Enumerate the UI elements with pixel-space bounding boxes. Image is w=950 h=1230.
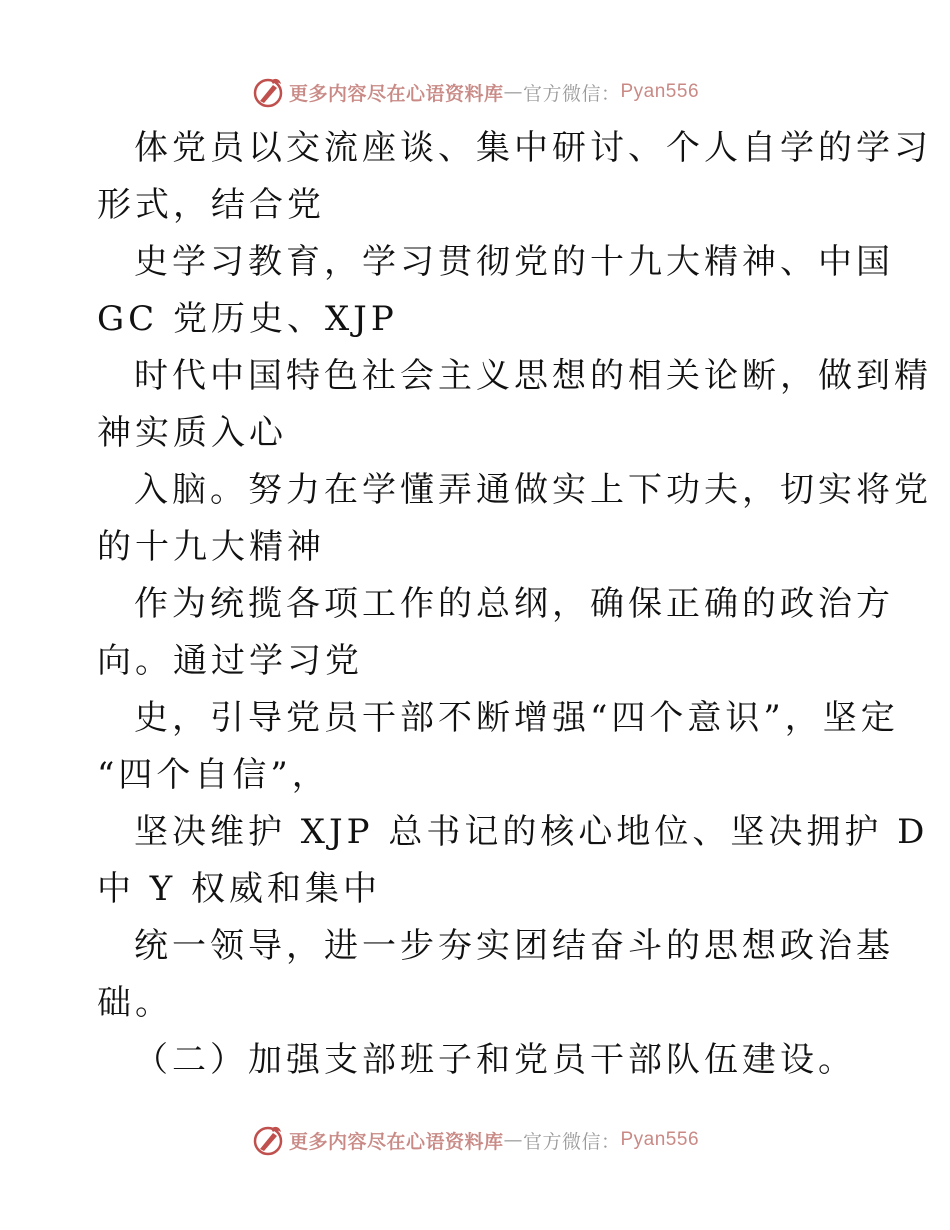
text-line: 神实质入心 — [97, 413, 287, 453]
text-line: 统一领导，进一步夯实团结奋斗的思想政治基 — [134, 926, 894, 966]
text-line: 史，引导党员干部不断增强“四个意识”，坚定 — [134, 698, 899, 738]
text-line: 体党员以交流座谈、集中研讨、个人自学的学习 — [134, 128, 932, 168]
banner-separator: — — [503, 1129, 523, 1151]
text-line: 史学习教育，学习贯彻党的十九大精神、中国 — [134, 242, 894, 282]
flame-pen-logo-icon — [251, 75, 285, 109]
text-line: 入脑。努力在学懂弄通做实上下功夫，切实将党 — [134, 470, 932, 510]
banner-wechat-label: 官方微信： — [522, 1130, 621, 1153]
banner-separator: — — [503, 81, 523, 103]
banner-main-text: 更多内容尽在心语资料库 — [288, 1130, 504, 1153]
text-line: 础。 — [97, 983, 173, 1023]
footer-watermark-banner — [0, 1120, 950, 1160]
text-line: “四个自信”， — [97, 755, 330, 795]
section-heading: （二）加强支部班子和党员干部队伍建设。 — [134, 1040, 856, 1080]
text-line: 形式，结合党 — [97, 185, 325, 225]
text-line: 时代中国特色社会主义思想的相关论断，做到精 — [134, 356, 932, 396]
text-line: 的十九大精神 — [97, 527, 325, 567]
text-line: GC 党历史、XJP — [97, 299, 398, 339]
banner-main-text: 更多内容尽在心语资料库 — [288, 82, 504, 105]
text-line: 中 Y 权威和集中 — [97, 869, 382, 909]
text-line: 坚决维护 XJP 总书记的核心地位、坚决拥护 D — [134, 812, 929, 852]
flame-pen-logo-icon — [251, 1123, 285, 1157]
banner-wechat-label: 官方微信： — [522, 82, 621, 105]
text-line: 向。通过学习党 — [97, 641, 363, 681]
banner-wechat-id: Pyan556 — [620, 81, 700, 102]
header-watermark-banner — [0, 72, 950, 112]
text-line: 作为统揽各项工作的总纲，确保正确的政治方 — [134, 584, 894, 624]
banner-wechat-id: Pyan556 — [620, 1129, 700, 1150]
